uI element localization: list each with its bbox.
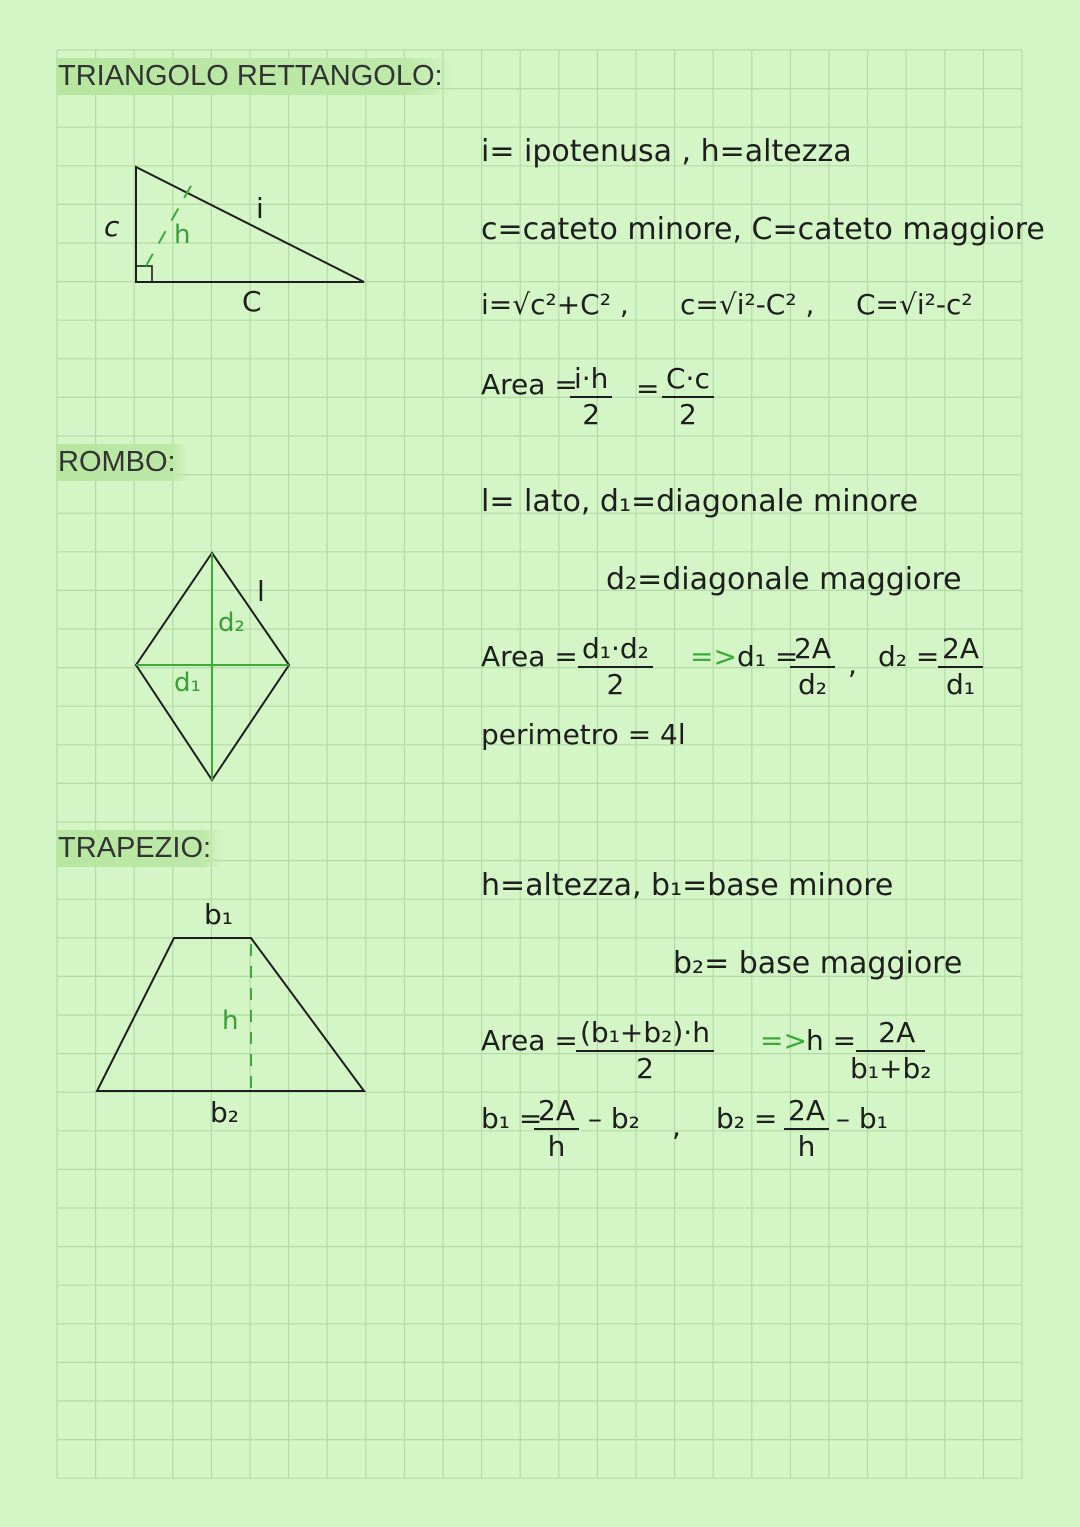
fraction-denominator: 2 — [636, 1052, 654, 1085]
fraction-denominator: b₁+b₂ — [850, 1052, 932, 1085]
trapezoid-h-label: h = — [806, 1024, 857, 1057]
trapezoid-heading: TRAPEZIO: — [56, 830, 223, 867]
fraction-numerator: C·c — [662, 362, 714, 398]
fraction-denominator: d₁ — [945, 668, 975, 701]
fraction-denominator: d₂ — [797, 668, 827, 701]
rhombus-label-l: l — [257, 575, 265, 608]
fraction-denominator: 2 — [679, 398, 697, 431]
trapezoid-definition-2: b₂= base maggiore — [673, 946, 963, 981]
rhombus-comma: , — [848, 648, 857, 681]
triangle-area-label: Area = — [481, 368, 578, 401]
fraction-numerator: 2A — [938, 632, 983, 668]
fraction-denominator: h — [547, 1130, 566, 1163]
trapezoid-h-fraction — [846, 1016, 935, 1086]
fraction-numerator: 2A — [534, 1094, 579, 1130]
fraction-denominator: 2 — [582, 398, 601, 431]
fraction-numerator: 2A — [856, 1016, 925, 1052]
trapezoid-b1-label: b₁ = — [481, 1102, 543, 1135]
triangle-label-c: c — [104, 210, 120, 243]
trapezoid-b1-tail: – b₂ — [588, 1102, 640, 1135]
rhombus-d1-label: d₁ = — [737, 640, 799, 673]
rhombus-heading: ROMBO: — [56, 444, 188, 481]
trapezoid-comma: , — [672, 1110, 681, 1143]
fraction-numerator: (b₁+b₂)·h — [576, 1016, 714, 1052]
fraction-numerator: i·h — [570, 362, 612, 398]
trapezoid-label-h: h — [222, 1006, 239, 1036]
rhombus-d2-label: d₂ = — [878, 640, 940, 673]
trapezoid-arrow: => — [760, 1024, 807, 1057]
rhombus-definition-1: l= lato, d₁=diagonale minore — [481, 484, 919, 519]
formula-short-leg: c=√i²-C² , — [680, 288, 815, 321]
trapezoid-area-fraction — [576, 1016, 714, 1086]
formula-hypotenuse: i=√c²+C² , — [481, 288, 629, 321]
fraction-denominator: 2 — [606, 668, 625, 701]
triangle-label-h: h — [174, 220, 191, 250]
trapezoid-label-b2: b₂ — [210, 1096, 239, 1129]
rhombus-label-d1: d₁ — [174, 668, 201, 698]
trapezoid-label-b1: b₁ — [204, 898, 233, 931]
trapezoid-area-label: Area = — [481, 1024, 578, 1057]
fraction-numerator: d₁·d₂ — [578, 632, 653, 668]
fraction-denominator: h — [797, 1130, 816, 1163]
trapezoid-b2-fraction — [784, 1094, 829, 1164]
triangle-label-i: i — [256, 192, 264, 225]
trapezoid-definition-1: h=altezza, b₁=base minore — [481, 868, 894, 903]
triangle-definition-2: c=cateto minore, C=cateto maggiore — [481, 212, 1045, 247]
triangle-definition-1: i= ipotenusa , h=altezza — [481, 134, 852, 169]
fraction-numerator: 2A — [790, 632, 835, 668]
rhombus-perimeter: perimetro = 4l — [481, 718, 686, 751]
trapezoid-b1-fraction — [534, 1094, 579, 1164]
triangle-area-equals: = — [636, 372, 660, 405]
triangle-label-C: C — [242, 285, 262, 318]
rhombus-area-label: Area = — [481, 640, 578, 673]
trapezoid-b2-tail: – b₁ — [836, 1102, 888, 1135]
rhombus-arrow: => — [690, 640, 737, 673]
triangle-heading: TRIANGOLO RETTANGOLO: — [56, 58, 455, 95]
formula-long-leg: C=√i²-c² — [856, 288, 973, 321]
fraction-numerator: 2A — [784, 1094, 829, 1130]
rhombus-label-d2: d₂ — [218, 608, 245, 638]
trapezoid-b2-label: b₂ = — [716, 1102, 778, 1135]
rhombus-definition-2: d₂=diagonale maggiore — [606, 562, 962, 597]
